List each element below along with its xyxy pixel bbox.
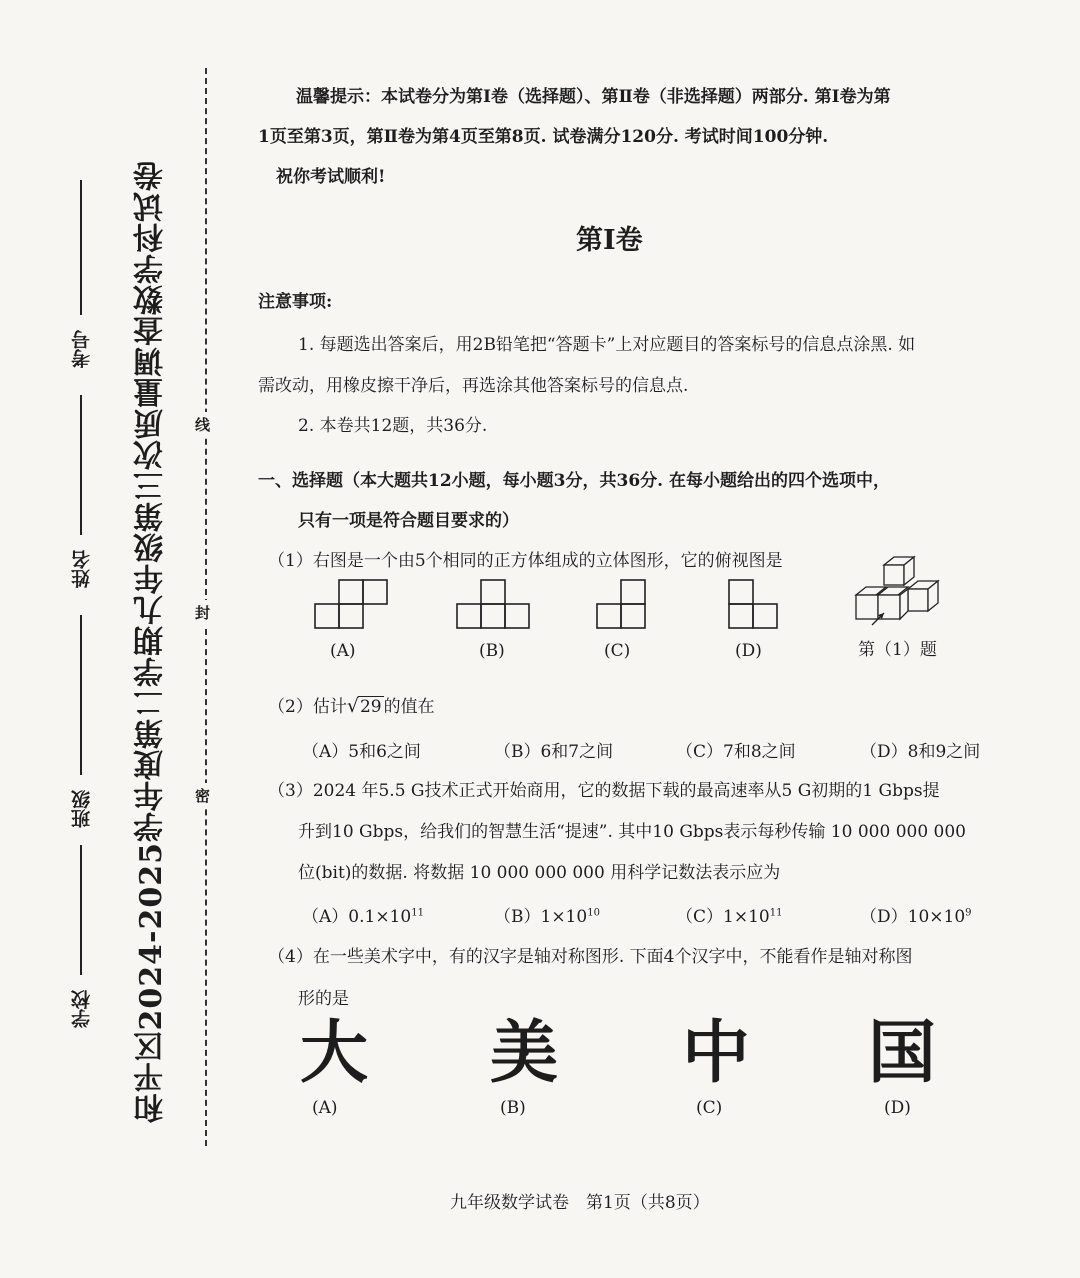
q4-char-d: 国 bbox=[868, 1014, 937, 1093]
q4-char-a: 大 bbox=[300, 1014, 369, 1093]
attention-item-1-line-2: 需改动，用橡皮擦干净后，再选涂其他答案标号的信息点. bbox=[258, 376, 689, 396]
q4-line-2: 形的是 bbox=[298, 989, 349, 1009]
page-footer: 九年级数学试卷 第1页（共8页） bbox=[450, 1193, 710, 1213]
notice-line-3: 祝你考试顺利! bbox=[276, 167, 386, 187]
field-label-name: 姓名 bbox=[71, 550, 93, 588]
q1-stem: （1）右图是一个由5个相同的正方体组成的立体图形，它的俯视图是 bbox=[268, 551, 783, 571]
field-label-exam-number: 考号 bbox=[71, 330, 93, 368]
q3-line-1: （3）2024 年5.5 G技术正式开始商用，它的数据下载的最高速率从5 G初期的1 Gbps提 bbox=[268, 781, 940, 801]
q4-char-b: 美 bbox=[490, 1014, 559, 1093]
q3-option-a-label: （A） bbox=[302, 907, 349, 927]
q3-option-b-base: 1×10 bbox=[540, 907, 588, 927]
cut-word-feng: 封 bbox=[195, 600, 210, 625]
q1-figure-caption: 第（1）题 bbox=[858, 640, 937, 660]
field-label-school: 学校 bbox=[71, 990, 93, 1028]
q3-option-c-exp: 11 bbox=[769, 907, 783, 919]
field-line-name bbox=[80, 395, 82, 535]
q3-option-a-base: 0.1×10 bbox=[348, 907, 412, 927]
field-line-school bbox=[80, 845, 82, 975]
field-line-class bbox=[80, 615, 82, 775]
part1-heading-line-1: 一、选择题（本大题共12小题，每小题3分，共36分. 在每小题给出的四个选项中， bbox=[258, 471, 890, 491]
q4-option-b-label: (B) bbox=[500, 1098, 526, 1118]
q4-char-c: 中 bbox=[682, 1014, 751, 1093]
notice-line-2: 1页至第3页，第Ⅱ卷为第4页至第8页. 试卷满分120分. 考试时间100分钟. bbox=[258, 127, 829, 147]
q3-option-a bbox=[302, 902, 424, 927]
q4-line-1: （4）在一些美术字中，有的汉字是轴对称图形. 下面4个汉字中，不能看作是轴对称图 bbox=[268, 947, 913, 967]
q2-option-b: （B）6和7之间 bbox=[494, 742, 614, 762]
q1-3d-cube-figure bbox=[850, 555, 950, 627]
q4-option-c-label: (C) bbox=[696, 1098, 723, 1118]
cut-word-xian: 线 bbox=[195, 412, 210, 437]
attention-item-1-line-1: 1. 每题选出答案后，用2B铅笔把“答题卡”上对应题目的答案标号的信息点涂黑. 如 bbox=[298, 335, 916, 355]
q3-option-b-label: （B） bbox=[494, 907, 541, 927]
q1-option-d-figure bbox=[728, 578, 784, 630]
q1-option-c-figure bbox=[596, 578, 652, 630]
q3-option-b-exp: 10 bbox=[587, 907, 600, 919]
q3-option-d-base: 10×10 bbox=[907, 907, 966, 927]
q1-option-b-figure bbox=[456, 578, 536, 630]
part1-heading-line-2: 只有一项是符合题目要求的） bbox=[298, 511, 519, 531]
q3-option-b bbox=[494, 902, 600, 927]
q3-line-3: 位(bit)的数据. 将数据 10 000 000 000 用科学记数法表示应为 bbox=[298, 863, 781, 883]
q2-option-a: （A）5和6之间 bbox=[302, 742, 421, 762]
q4-option-a-label: (A) bbox=[312, 1098, 338, 1118]
q1-option-a-label: (A) bbox=[330, 641, 356, 661]
q3-option-c bbox=[676, 902, 782, 927]
q3-option-c-label: （C） bbox=[676, 907, 724, 927]
q2-radicand: 29 bbox=[359, 697, 382, 717]
q3-option-d bbox=[860, 902, 972, 927]
attention-heading: 注意事项: bbox=[258, 292, 333, 312]
q3-option-d-label: （D） bbox=[860, 907, 908, 927]
q2-stem bbox=[268, 692, 435, 717]
field-label-class: 班级 bbox=[71, 790, 93, 828]
q2-option-c: （C）7和8之间 bbox=[676, 742, 796, 762]
q2-stem-prefix: （2）估计 bbox=[268, 697, 347, 717]
q1-option-b-label: (B) bbox=[479, 641, 505, 661]
section-title: 第Ⅰ卷 bbox=[576, 225, 643, 256]
q2-stem-suffix: 的值在 bbox=[383, 697, 435, 717]
field-line-exam-number bbox=[80, 180, 82, 315]
q2-option-d: （D）8和9之间 bbox=[860, 742, 981, 762]
q1-option-c-label: (C) bbox=[604, 641, 631, 661]
q1-option-d-label: (D) bbox=[735, 641, 762, 661]
q3-option-c-base: 1×10 bbox=[723, 907, 770, 927]
attention-item-2: 2. 本卷共12题，共36分. bbox=[298, 416, 488, 436]
q1-option-a-figure bbox=[314, 578, 394, 630]
q3-line-2: 升到10 Gbps，给我们的智慧生活“提速”. 其中10 Gbps表示每秒传输 10 000 000 000 bbox=[298, 822, 966, 842]
q4-option-d-label: (D) bbox=[884, 1098, 911, 1118]
q3-option-a-exp: 11 bbox=[411, 907, 424, 919]
exam-title: 和平区2024-2025学年度第二学期九年级第三次质量调查数学科试卷 bbox=[134, 160, 169, 1124]
notice-line-1: 温馨提示：本试卷分为第Ⅰ卷（选择题）、第Ⅱ卷（非选择题）两部分. 第Ⅰ卷为第 bbox=[296, 87, 891, 107]
sqrt-symbol: √ bbox=[346, 695, 359, 717]
cut-word-mi: 密 bbox=[195, 783, 210, 808]
q3-option-d-exp: 9 bbox=[965, 907, 972, 919]
